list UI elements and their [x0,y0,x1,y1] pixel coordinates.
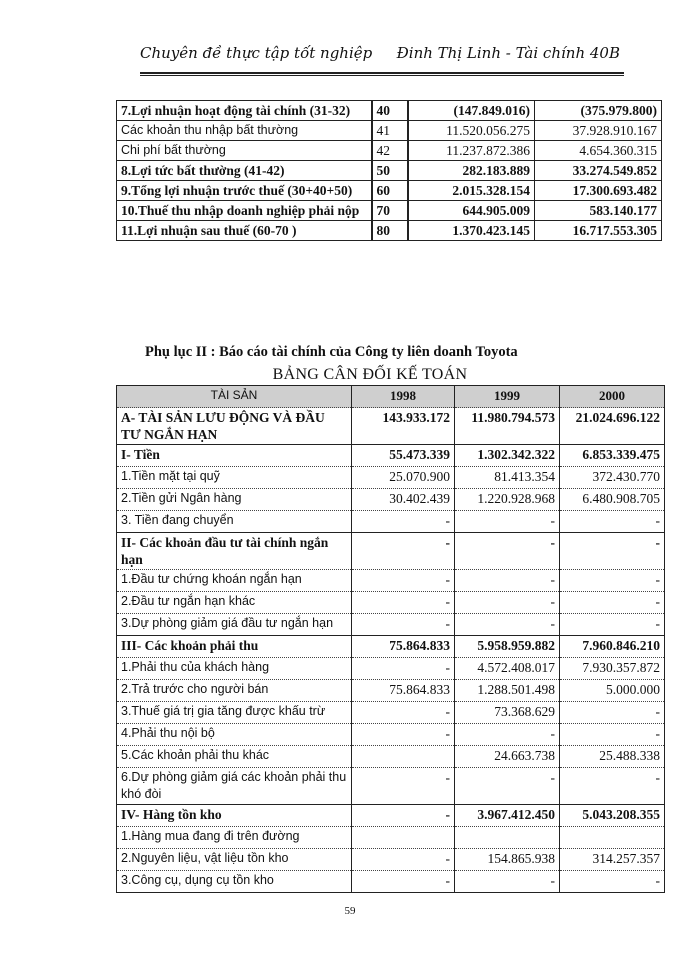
row-label: 5.Các khoản phải thu khác [117,746,352,768]
row-code: 70 [372,201,408,221]
row-value-curr: 16.717.553.305 [535,221,662,241]
table-row [117,805,665,827]
appendix-title: Phụ lục II : Báo cáo tài chính của Công ty liên doanh Toyota [145,344,518,360]
row-value-1998 [352,827,455,849]
row-value-1999: - [455,724,560,746]
row-code: 60 [372,181,408,201]
row-label: I- Tiền [117,445,352,467]
table-header-row [117,386,665,408]
balance-sheet-title: BẢNG CÂN ĐỐI KẾ TOÁN [272,366,468,383]
row-value-2000: - [560,702,665,724]
row-value-1998: 75.864.833 [352,680,455,702]
row-value-1999: 73.368.629 [455,702,560,724]
row-value-1998: 143.933.172 [352,408,455,445]
row-value-1999 [455,827,560,849]
row-value-2000: - [560,511,665,533]
row-value-1998: - [352,724,455,746]
row-value-2000: 5.043.208.355 [560,805,665,827]
row-value-1999: - [455,768,560,805]
row-value-2000 [560,827,665,849]
row-label: 1.Phải thu của khách hàng [117,658,352,680]
row-value-curr: 17.300.693.482 [535,181,662,201]
row-value-curr: (375.979.800) [535,101,662,121]
row-label: 11.Lợi nhuận sau thuế (60-70 ) [117,221,372,241]
row-value-curr: 33.274.549.852 [535,161,662,181]
row-value-2000: - [560,871,665,893]
header-assets: TÀI SẢN [117,386,352,408]
row-label: Chi phí bất thường [117,141,372,161]
table-row [117,614,665,636]
row-value-1999: 24.663.738 [455,746,560,768]
header-year-2: 1999 [455,386,560,408]
table-row [117,408,665,445]
row-value-2000: - [560,570,665,592]
row-value-1999: 1.288.501.498 [455,680,560,702]
row-value-2000: 5.000.000 [560,680,665,702]
row-value-2000: - [560,768,665,805]
row-value-1998: 25.070.900 [352,467,455,489]
row-value-prev: 11.237.872.386 [408,141,535,161]
row-value-1998: 55.473.339 [352,445,455,467]
row-label: 1.Tiền mặt tại quỹ [117,467,352,489]
header-left-text: Chuyên đề thực tập tốt nghiệp [140,44,373,62]
table-row [117,827,665,849]
row-value-prev: 11.520.056.275 [408,121,535,141]
row-value-1998: - [352,511,455,533]
row-label: 4.Phải thu nội bộ [117,724,352,746]
row-value-1998: 30.402.439 [352,489,455,511]
row-code: 41 [372,121,408,141]
row-code: 42 [372,141,408,161]
row-value-curr: 4.654.360.315 [535,141,662,161]
row-value-2000: 314.257.357 [560,849,665,871]
row-value-1999: - [455,614,560,636]
row-label: 8.Lợi tức bất thường (41-42) [117,161,372,181]
table-row [117,724,665,746]
row-value-1999: 4.572.408.017 [455,658,560,680]
row-value-2000: - [560,614,665,636]
row-value-1998: - [352,614,455,636]
row-value-2000: - [560,592,665,614]
header-rule [140,72,624,74]
row-value-1999: 5.958.959.882 [455,636,560,658]
row-value-1999: 154.865.938 [455,849,560,871]
row-label: 1.Hàng mua đang đi trên đường [117,827,352,849]
row-value-prev: 2.015.328.154 [408,181,535,201]
table-row [117,768,665,805]
table-row [117,570,665,592]
table-row [117,658,665,680]
table-row [117,161,662,181]
row-code: 50 [372,161,408,181]
row-label: 3. Tiền đang chuyển [117,511,352,533]
row-label: 2.Trả trước cho người bán [117,680,352,702]
row-value-1999: 11.980.794.573 [455,408,560,445]
row-label: A- TÀI SẢN LƯU ĐỘNG VÀ ĐẦU TƯ NGẮN HẠN [117,408,352,445]
table-row [117,141,662,161]
row-value-2000: 7.960.846.210 [560,636,665,658]
row-value-prev: 282.183.889 [408,161,535,181]
row-value-1999: 1.302.342.322 [455,445,560,467]
row-label: 3.Thuế giá trị gia tăng được khấu trừ [117,702,352,724]
row-value-2000: 21.024.696.122 [560,408,665,445]
income-statement-table [116,100,662,241]
row-value-prev: (147.849.016) [408,101,535,121]
row-value-1998: 75.864.833 [352,636,455,658]
table-row [117,511,665,533]
row-label: II- Các khoản đầu tư tài chính ngắn hạn [117,533,352,570]
row-value-1998: - [352,805,455,827]
table-row [117,871,665,893]
row-label: 2.Nguyên liệu, vật liệu tồn kho [117,849,352,871]
row-label: 10.Thuế thu nhập doanh nghiệp phải nộp [117,201,372,221]
row-value-1999: 3.967.412.450 [455,805,560,827]
row-code: 80 [372,221,408,241]
row-value-1998: - [352,849,455,871]
row-label: 3.Dự phòng giảm giá đầu tư ngắn hạn [117,614,352,636]
table-row [117,121,662,141]
row-value-2000: 372.430.770 [560,467,665,489]
row-value-1999: - [455,533,560,570]
row-value-1998: - [352,768,455,805]
table-row [117,445,665,467]
row-value-prev: 644.905.009 [408,201,535,221]
table-row [117,201,662,221]
row-value-1999: - [455,592,560,614]
header-year-3: 2000 [560,386,665,408]
row-value-1998: - [352,658,455,680]
row-value-1999: - [455,570,560,592]
page-number: 59 [344,905,356,917]
table-row [117,702,665,724]
row-label: 2.Tiền gửi Ngân hàng [117,489,352,511]
row-value-2000: 6.853.339.475 [560,445,665,467]
row-value-curr: 583.140.177 [535,201,662,221]
row-value-2000: 25.488.338 [560,746,665,768]
table-row [117,680,665,702]
row-label: 1.Đầu tư chứng khoán ngắn hạn [117,570,352,592]
row-value-2000: - [560,724,665,746]
row-value-1998: - [352,702,455,724]
table-row [117,746,665,768]
row-code: 40 [372,101,408,121]
header-right-text: Đinh Thị Linh - Tài chính 40B [396,44,620,62]
table-row [117,489,665,511]
row-label: Các khoản thu nhập bất thường [117,121,372,141]
row-value-2000: 7.930.357.872 [560,658,665,680]
row-value-prev: 1.370.423.145 [408,221,535,241]
row-value-curr: 37.928.910.167 [535,121,662,141]
row-value-1998: - [352,533,455,570]
balance-sheet-table [116,385,665,893]
table-row [117,101,662,121]
row-value-1998: - [352,592,455,614]
row-value-2000: 6.480.908.705 [560,489,665,511]
row-value-1998: - [352,871,455,893]
row-value-1999: - [455,871,560,893]
row-value-1999: 1.220.928.968 [455,489,560,511]
row-label: IV- Hàng tồn kho [117,805,352,827]
header-year-1: 1998 [352,386,455,408]
table-row [117,849,665,871]
row-label: 2.Đầu tư ngắn hạn khác [117,592,352,614]
table-row [117,533,665,570]
table-row [117,221,662,241]
row-value-2000: - [560,533,665,570]
row-value-1998: - [352,570,455,592]
row-label: 9.Tổng lợi nhuận trước thuế (30+40+50) [117,181,372,201]
row-value-1998 [352,746,455,768]
table-row [117,181,662,201]
row-label: 3.Công cụ, dụng cụ tồn kho [117,871,352,893]
row-label: 6.Dự phòng giảm giá các khoản phải thu khó đòi [117,768,352,805]
row-label: III- Các khoản phải thu [117,636,352,658]
row-value-1999: - [455,511,560,533]
table-row [117,636,665,658]
table-row [117,592,665,614]
header-rule-thin [140,75,624,76]
row-value-1999: 81.413.354 [455,467,560,489]
table-row [117,467,665,489]
row-label: 7.Lợi nhuận hoạt động tài chính (31-32) [117,101,372,121]
page-header [140,44,620,70]
